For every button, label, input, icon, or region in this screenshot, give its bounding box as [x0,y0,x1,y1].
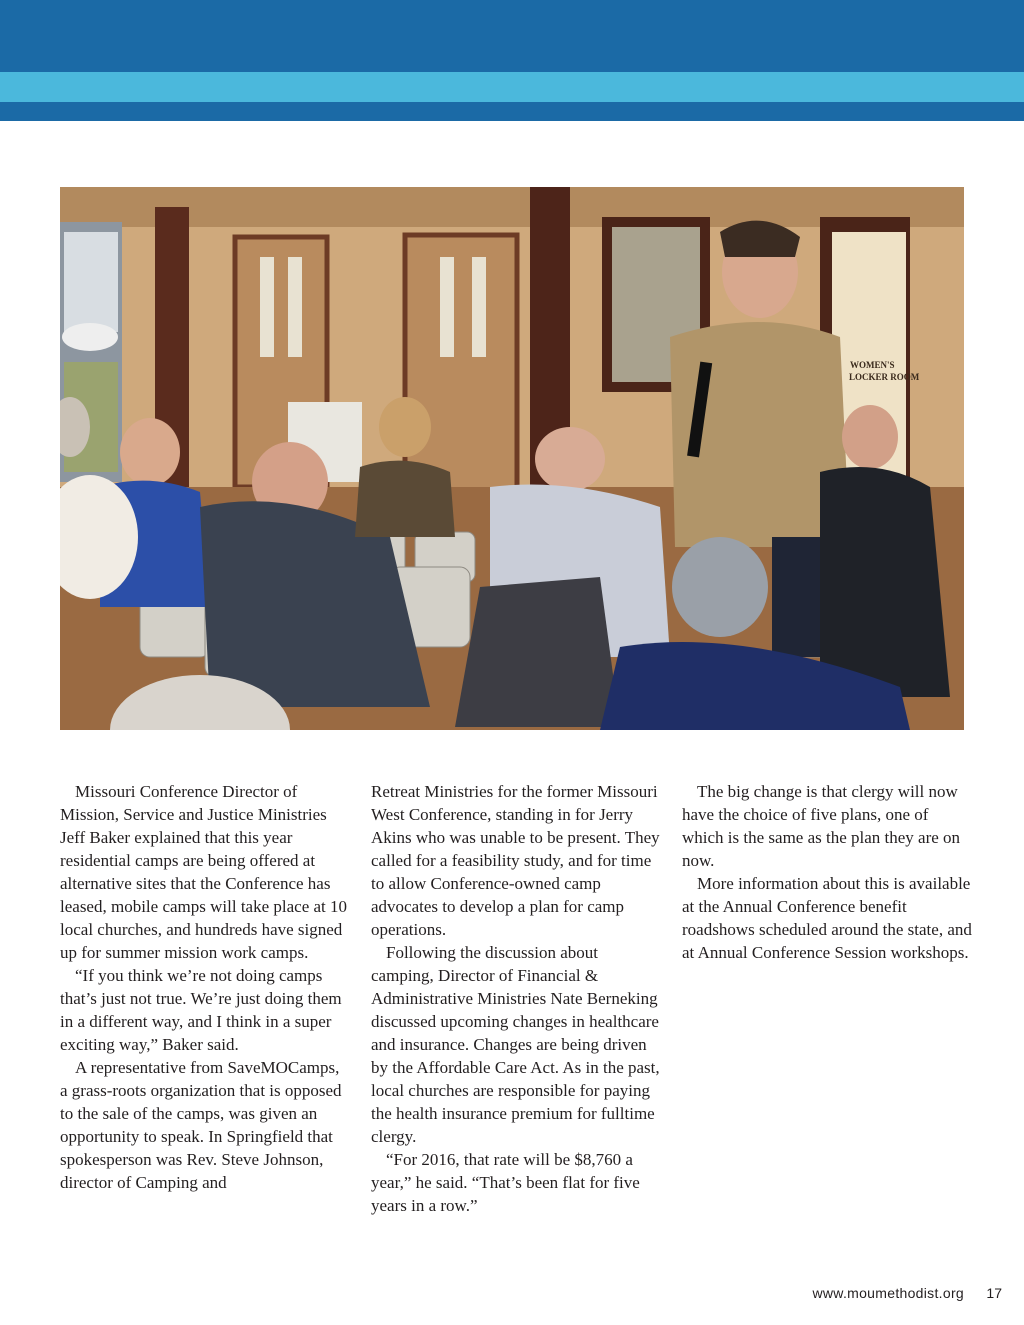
article-paragraph: “If you think we’re not doing camps that’s just not true. We’re just doing them in a different way, and I think in a super exciting way,” Baker said. [60,966,342,1054]
article-column-3 [682,780,972,964]
sign-text-line-1: WOMEN'S [850,360,895,370]
article-paragraph: “For 2016, that rate will be $8,760 a year,” he said. “That’s been flat for five years in a row.” [371,1150,640,1215]
article-column-1 [60,780,350,1194]
header-band-dark-lower [0,102,1024,121]
article-paragraph: Following the discussion about camping, Director of Financial & Administrative Ministries Nate Berneking discussed upcoming changes in healthcare and insurance. Changes are being driven by the Affordable Care Act. As in the past, local churches are responsible for paying the health insurance premium for fulltime clergy. [371,943,660,1146]
sign-text-line-2: LOCKER ROOM [849,372,920,382]
article-paragraph: A representative from SaveMOCamps, a grass-roots organization that is opposed to the sale of the camps, was given an opportunity to speak. In Springfield that spokesperson was Rev. Steve Johnson, director of Camping and [60,1058,342,1192]
footer-website-link[interactable]: www.moumethodist.org [812,1285,964,1301]
page-number: 17 [986,1285,1002,1301]
article-paragraph: Retreat Ministries for the former Missouri West Conference, standing in for Jerry Akins who was unable to be present. They called for a feasibility study, and for time to allow Conference-owned camp advocates to develop a plan for camp operations. [371,782,660,939]
header-band-dark [0,0,1024,72]
article-column-2 [371,780,661,1217]
article-paragraph: Missouri Conference Director of Mission, Service and Justice Ministries Jeff Baker explained that this year residential camps are being offered at alternative sites that the Conference has leased, mobile camps will take place at 10 local churches, and hundreds have signed up for summer mission work camps. [60,782,348,962]
meeting-photo [60,187,964,730]
header-band-light [0,72,1024,102]
article-paragraph: The big change is that clergy will now have the choice of five plans, one of which is the same as the plan they are on now. [682,782,961,870]
article-paragraph: More information about this is available at the Annual Conference benefit roadshows scheduled around the state, and at Annual Conference Session workshops. [682,874,972,962]
